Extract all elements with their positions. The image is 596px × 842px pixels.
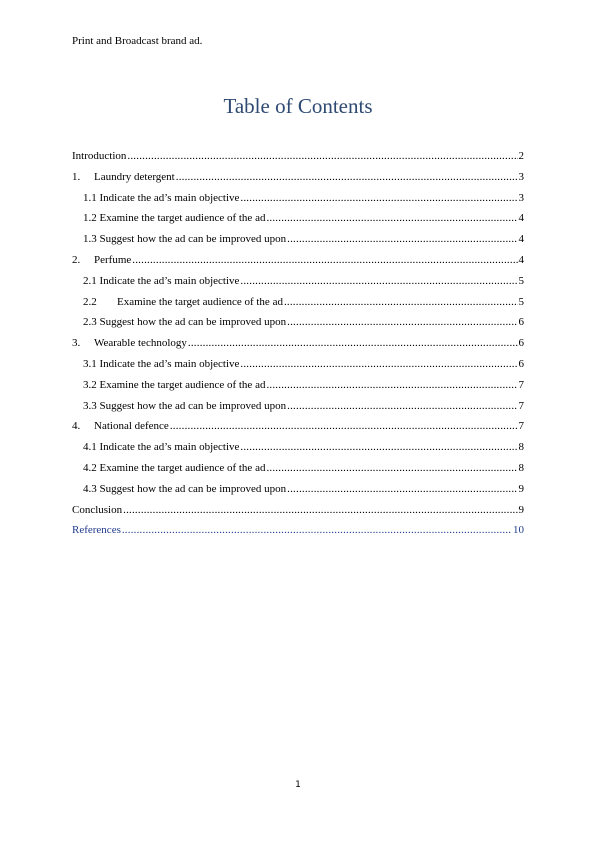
dot-leader xyxy=(170,419,518,433)
dot-leader xyxy=(240,274,517,288)
toc-entry-text: 1.1 Indicate the ad’s main objective xyxy=(83,191,240,204)
dot-leader xyxy=(123,503,517,517)
toc-entry-1-1[interactable] xyxy=(72,190,524,211)
toc-entry-wearable-technology[interactable] xyxy=(72,335,524,356)
toc-entry-3-2[interactable] xyxy=(72,377,524,398)
toc-page-number: 6 xyxy=(518,357,524,370)
toc-entry-text: Wearable technology xyxy=(94,337,187,350)
dot-leader xyxy=(240,357,517,371)
dot-leader xyxy=(240,191,517,205)
toc-entry-text: 3.1 Indicate the ad’s main objective xyxy=(83,357,240,370)
dot-leader xyxy=(132,253,517,267)
toc-entry-text: References xyxy=(72,524,121,537)
dot-leader xyxy=(287,232,517,246)
toc-entry-text: 3.2 Examine the target audience of the ad xyxy=(83,378,266,391)
toc-entry-1-3[interactable] xyxy=(72,231,524,252)
toc-entry-laundry-detergent[interactable] xyxy=(72,169,524,190)
toc-entry-perfume[interactable] xyxy=(72,252,524,273)
toc-page-number: 7 xyxy=(518,378,524,391)
toc-page-number: 3 xyxy=(518,170,524,183)
page-number: 1 xyxy=(295,780,301,790)
toc-section-number: 2.2 xyxy=(83,295,97,308)
toc-entry-3-1[interactable] xyxy=(72,356,524,377)
toc-page-number: 4 xyxy=(518,253,524,266)
toc-entry-text: 3.3 Suggest how the ad can be improved upon xyxy=(83,399,287,412)
toc-entry-1-2[interactable] xyxy=(72,210,524,231)
dot-leader xyxy=(127,149,517,163)
toc-title: Table of Contents xyxy=(223,94,373,118)
toc-page-number: 9 xyxy=(518,503,524,516)
toc-section-number: 2. xyxy=(72,253,81,266)
dot-leader xyxy=(188,336,518,350)
toc-page-number: 2 xyxy=(518,150,524,162)
toc-entry-text: Examine the target audience of the ad xyxy=(117,295,283,308)
dot-leader xyxy=(122,523,512,537)
running-header: Print and Broadcast brand ad. xyxy=(72,35,203,47)
dot-leader xyxy=(266,378,517,392)
toc-section-number: 1. xyxy=(72,170,81,183)
toc-page-number: 10 xyxy=(513,524,524,537)
toc-entry-3-3[interactable] xyxy=(72,398,524,419)
toc-entry-text: 2.1 Indicate the ad’s main objective xyxy=(83,274,240,287)
toc-page-number: 9 xyxy=(518,482,524,495)
toc-section-number: 4. xyxy=(72,420,81,433)
toc-entry-text: 4.1 Indicate the ad’s main objective xyxy=(83,441,240,454)
toc-entry-text: 1.3 Suggest how the ad can be improved upon xyxy=(83,233,287,246)
toc-page-number: 5 xyxy=(518,274,524,287)
dot-leader xyxy=(284,295,518,309)
toc-entry-text: Perfume xyxy=(94,253,132,266)
toc-section-number: 3. xyxy=(72,337,81,350)
toc-entry-text: 1.2 Examine the target audience of the ad xyxy=(83,212,266,225)
toc-entry-text: Conclusion xyxy=(72,503,123,516)
table-of-contents xyxy=(72,148,524,543)
toc-entry-national-defence[interactable] xyxy=(72,418,524,439)
toc-page-number: 5 xyxy=(518,295,524,308)
toc-entry-text: National defence xyxy=(94,420,169,433)
toc-entry-text: Introduction xyxy=(72,150,127,162)
dot-leader xyxy=(176,170,518,184)
toc-entry-2-3[interactable] xyxy=(72,314,524,335)
toc-entry-references[interactable] xyxy=(72,522,524,543)
toc-page-number: 7 xyxy=(518,420,524,433)
dot-leader xyxy=(240,440,517,454)
toc-page-number: 6 xyxy=(518,316,524,329)
dot-leader xyxy=(287,315,517,329)
toc-page-number: 4 xyxy=(518,212,524,225)
toc-entry-text: 4.2 Examine the target audience of the ad xyxy=(83,461,266,474)
dot-leader xyxy=(287,399,517,413)
toc-entry-conclusion[interactable] xyxy=(72,502,524,523)
dot-leader xyxy=(266,211,517,225)
toc-entry-2-2[interactable] xyxy=(72,294,524,315)
toc-entry-text: 2.3 Suggest how the ad can be improved upon xyxy=(83,316,287,329)
toc-entry-text: Laundry detergent xyxy=(94,170,175,183)
toc-page-number: 4 xyxy=(518,233,524,246)
toc-entry-4-1[interactable] xyxy=(72,439,524,460)
toc-page-number: 8 xyxy=(518,441,524,454)
toc-entry-text: 4.3 Suggest how the ad can be improved upon xyxy=(83,482,287,495)
toc-entry-4-3[interactable] xyxy=(72,481,524,502)
dot-leader xyxy=(287,482,517,496)
toc-entry-introduction[interactable] xyxy=(72,148,524,169)
toc-page-number: 6 xyxy=(518,337,524,350)
dot-leader xyxy=(266,461,517,475)
toc-entry-2-1[interactable] xyxy=(72,273,524,294)
toc-entry-4-2[interactable] xyxy=(72,460,524,481)
toc-page-number: 3 xyxy=(518,191,524,204)
toc-page-number: 7 xyxy=(518,399,524,412)
toc-page-number: 8 xyxy=(518,461,524,474)
